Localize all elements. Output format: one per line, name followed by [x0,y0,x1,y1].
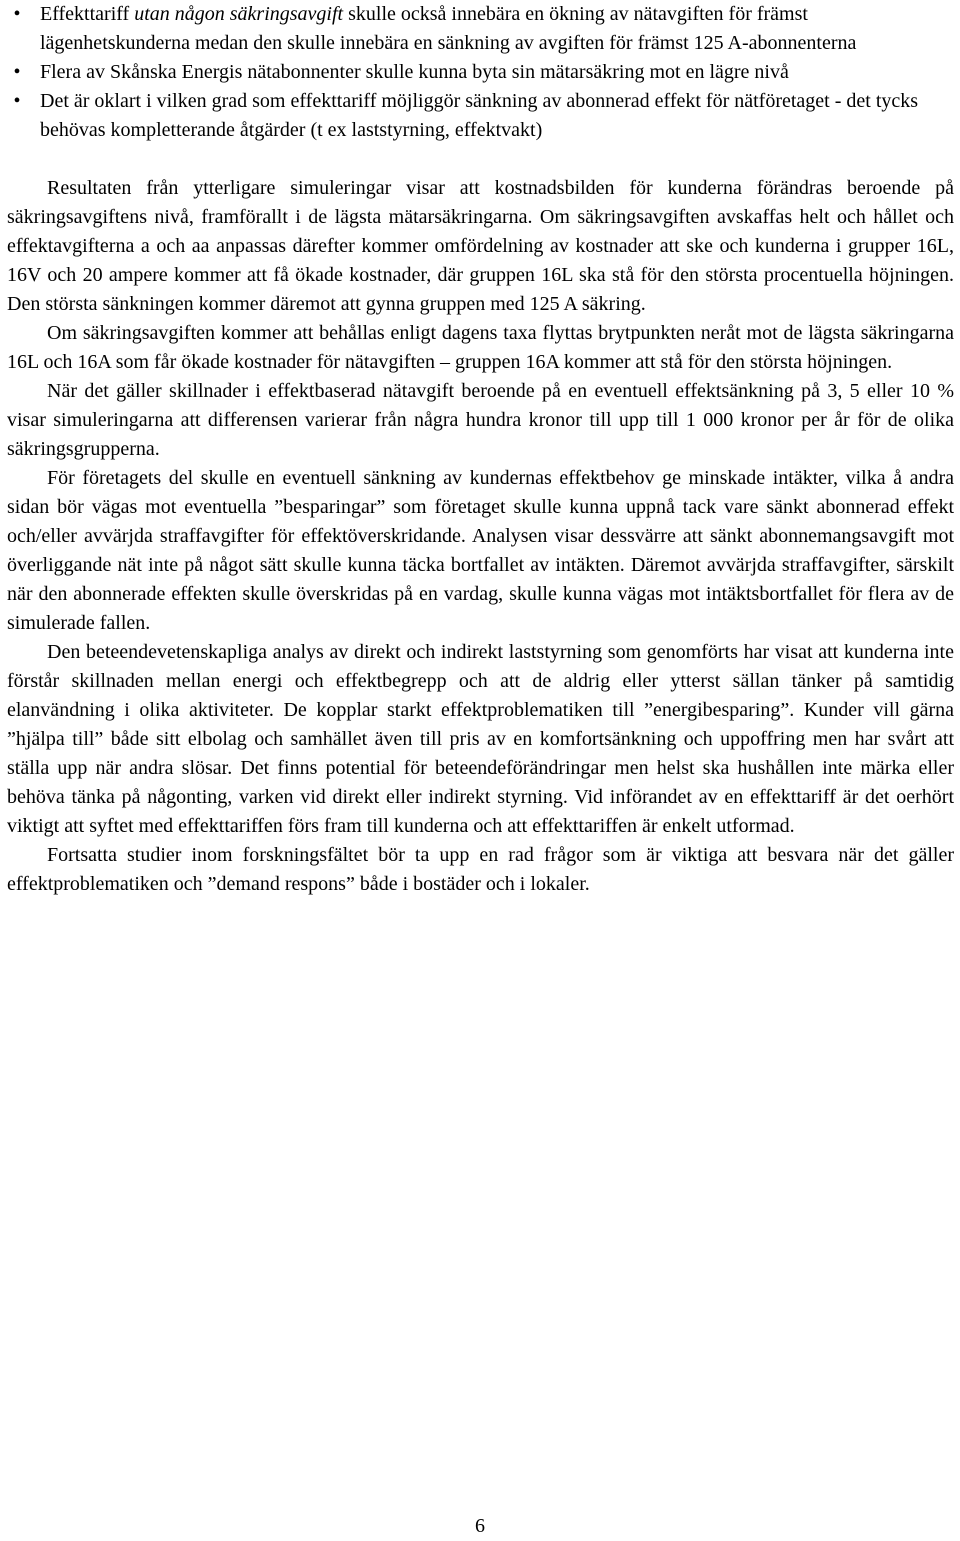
bullet-text-suffix: skulle också innebära en ökning av nätavgiften för främst lägenhetskunderna medan den skulle innebära en sänkning av avgiften för främst 125 A-abonnenterna [40,3,857,54]
document-body [7,0,954,899]
paragraph: Resultaten från ytterligare simuleringar visar att kostnadsbilden för kunderna förändras beroende på säkringsavgiftens nivå, framförallt i de lägsta mätarsäkringarna. Om säkringsavgiften avskaffas helt och hållet och effektavgifterna a och aa anpassas därefter kommer omfördelning av kostnader att ske och kunderna i grupper 16L, 16V och 20 ampere kommer att få ökade kostnader, där gruppen 16L ska stå för den största procentuella höjningen. Den största sänkningen kommer däremot att gynna gruppen med 125 A säkring. [7,177,954,315]
bullet-item [7,87,954,145]
paragraph: Fortsatta studier inom forskningsfältet bör ta upp en rad frågor som är viktiga att besvara när det gäller effektproblematiken och ”demand respons” både i bostäder och i lokaler. [7,844,954,895]
section-spacer [7,145,954,174]
bullet-icon: • [13,90,21,112]
bullet-item [7,0,954,58]
bullet-icon: • [13,3,21,25]
bullet-list [7,0,954,145]
bullet-item [7,58,954,87]
paragraph: Den beteendevetenskapliga analys av direkt och indirekt laststyrning som genomförts har visat att kunderna inte förstår skillnaden mellan energi och effektbegrepp och att de aldrig eller ytterst sällan tänker på samtidig elanvändning i olika aktiviteter. De kopplar starkt effektproblematiken till ”energibesparing”. Kunder vill gärna ”hjälpa till” både sitt elbolag och samhället även till pris av en komfortsänkning och uppoffring men har svårt att ställa upp när andra slösar. Det finns potential för beteendeförändringar men helst ska hushållen inte märka eller behöva tänka på någonting, varken vid direkt eller indirekt styrning. Vid införandet av en effekttariff är det oerhört viktigt att syftet med effekttariffen förs fram till kunderna och att effekttariffen är enkelt utformad. [7,641,954,837]
bullet-text-italic: utan någon säkringsavgift [134,3,344,25]
bullet-text-prefix: Effekttariff [40,3,135,25]
paragraph: Om säkringsavgiften kommer att behållas enligt dagens taxa flyttas brytpunkten neråt mot de lägsta säkringarna 16L och 16A som får ökade kostnader för nätavgiften – gruppen 16A kommer att stå för den största höjningen. [7,322,954,373]
paragraph: När det gäller skillnader i effektbaserad nätavgift beroende på en eventuell effektsänkning på 3, 5 eller 10 % visar simuleringarna att differensen varierar från några hundra kronor till upp till 1 000 kronor per år för de olika säkringsgrupperna. [7,380,954,460]
bullet-text-prefix: Det är oklart i vilken grad som effekttariff möjliggör sänkning av abonnerad effekt för nätföretaget - det tycks behövas kompletterande åtgärder (t ex laststyrning, effektvakt) [40,90,919,141]
paragraph: För företagets del skulle en eventuell sänkning av kundernas effektbehov ge minskade intäkter, vilka å andra sidan bör vägas mot eventuella ”besparingar” som företaget skulle kunna uppnå tack vare sänkt abonnerad effekt och/eller avvärjda straffavgifter för effektöverskridande. Analysen visar dessvärre att sänkt abonnemangsavgift mot överliggande nät inte på något sätt skulle kunna täcka bortfallet av intäkten. Däremot avvärjda straffavgifter, särskilt när den abonnerade effekten skulle överskridas på en vardag, skulle kunna vägas mot intäktsbortfallet för flera av de simulerade fallen. [7,467,954,634]
page-number: 6 [475,1515,485,1537]
bullet-text-prefix: Flera av Skånska Energis nätabonnenter skulle kunna byta sin mätarsäkring mot en lägre nivå [40,61,789,83]
bullet-icon: • [13,61,21,83]
